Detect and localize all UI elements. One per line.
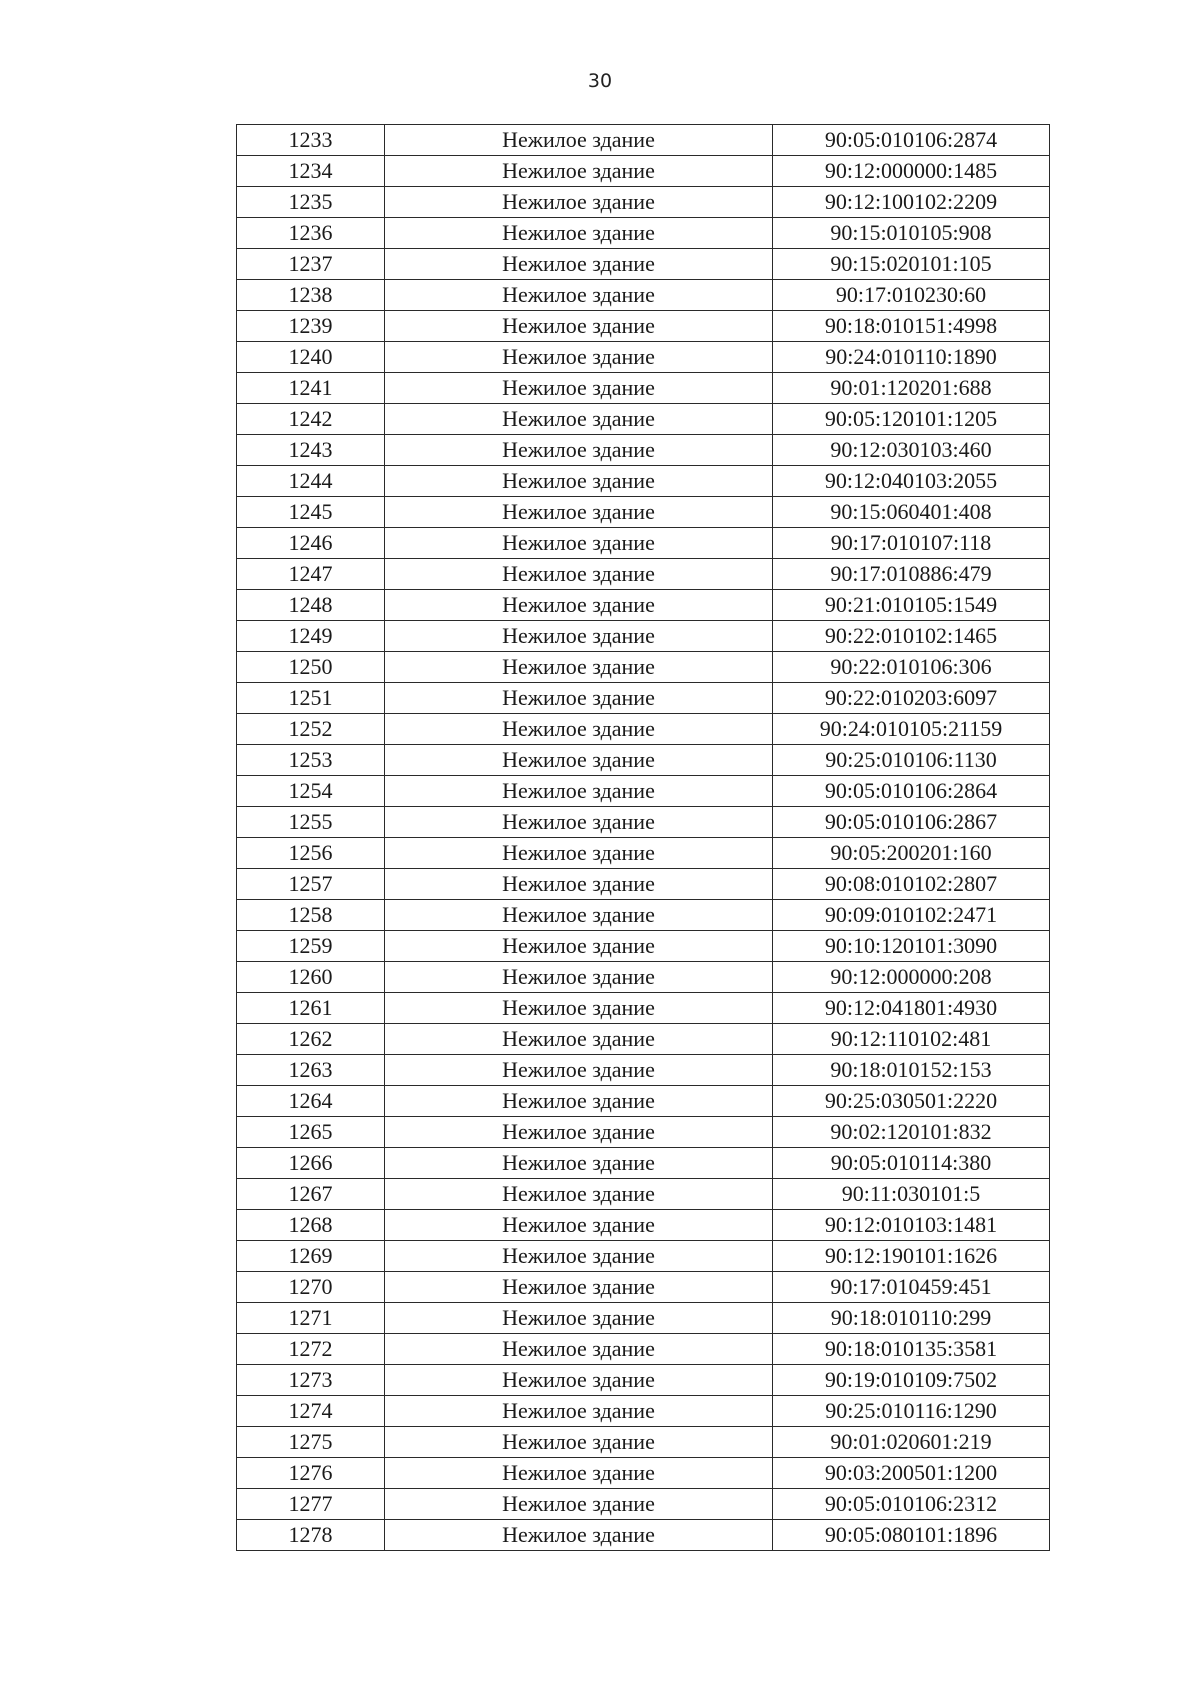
- row-number-cell: 1239: [237, 311, 385, 342]
- object-type-cell: Нежилое здание: [385, 125, 773, 156]
- cadastral-number-cell: 90:25:010116:1290: [773, 1396, 1050, 1427]
- row-number-cell: 1249: [237, 621, 385, 652]
- table-row: [237, 776, 1050, 807]
- object-type-cell: Нежилое здание: [385, 621, 773, 652]
- cadastral-number-cell: 90:12:190101:1626: [773, 1241, 1050, 1272]
- row-number-cell: 1262: [237, 1024, 385, 1055]
- table-row: [237, 1427, 1050, 1458]
- cadastral-number-cell: 90:12:030103:460: [773, 435, 1050, 466]
- cadastral-number-cell: 90:19:010109:7502: [773, 1365, 1050, 1396]
- table-row: [237, 1458, 1050, 1489]
- object-type-cell: Нежилое здание: [385, 528, 773, 559]
- table-row: [237, 342, 1050, 373]
- row-number-cell: 1243: [237, 435, 385, 466]
- cadastral-number-cell: 90:12:110102:481: [773, 1024, 1050, 1055]
- row-number-cell: 1259: [237, 931, 385, 962]
- table-row: [237, 1520, 1050, 1551]
- object-type-cell: Нежилое здание: [385, 280, 773, 311]
- cadastral-number-cell: 90:17:010107:118: [773, 528, 1050, 559]
- row-number-cell: 1234: [237, 156, 385, 187]
- cadastral-number-cell: 90:24:010105:21159: [773, 714, 1050, 745]
- object-type-cell: Нежилое здание: [385, 683, 773, 714]
- object-type-cell: Нежилое здание: [385, 1024, 773, 1055]
- table-row: [237, 373, 1050, 404]
- table-row: [237, 869, 1050, 900]
- object-type-cell: Нежилое здание: [385, 1489, 773, 1520]
- object-type-cell: Нежилое здание: [385, 1148, 773, 1179]
- object-type-cell: Нежилое здание: [385, 218, 773, 249]
- table-row: [237, 993, 1050, 1024]
- object-type-cell: Нежилое здание: [385, 1241, 773, 1272]
- cadastral-number-cell: 90:11:030101:5: [773, 1179, 1050, 1210]
- table-row: [237, 652, 1050, 683]
- row-number-cell: 1248: [237, 590, 385, 621]
- object-type-cell: Нежилое здание: [385, 187, 773, 218]
- object-type-cell: Нежилое здание: [385, 1055, 773, 1086]
- row-number-cell: 1241: [237, 373, 385, 404]
- object-type-cell: Нежилое здание: [385, 559, 773, 590]
- cadastral-number-cell: 90:08:010102:2807: [773, 869, 1050, 900]
- row-number-cell: 1247: [237, 559, 385, 590]
- object-type-cell: Нежилое здание: [385, 1303, 773, 1334]
- cadastral-number-cell: 90:12:040103:2055: [773, 466, 1050, 497]
- row-number-cell: 1238: [237, 280, 385, 311]
- row-number-cell: 1244: [237, 466, 385, 497]
- object-type-cell: Нежилое здание: [385, 497, 773, 528]
- row-number-cell: 1268: [237, 1210, 385, 1241]
- table-row: [237, 1272, 1050, 1303]
- cadastral-number-cell: 90:05:010114:380: [773, 1148, 1050, 1179]
- object-type-cell: Нежилое здание: [385, 993, 773, 1024]
- row-number-cell: 1271: [237, 1303, 385, 1334]
- cadastral-number-cell: 90:18:010151:4998: [773, 311, 1050, 342]
- cadastral-number-cell: 90:22:010203:6097: [773, 683, 1050, 714]
- row-number-cell: 1269: [237, 1241, 385, 1272]
- cadastral-number-cell: 90:01:120201:688: [773, 373, 1050, 404]
- table-row: [237, 249, 1050, 280]
- table-row: [237, 1148, 1050, 1179]
- table-row: [237, 156, 1050, 187]
- cadastral-number-cell: 90:12:010103:1481: [773, 1210, 1050, 1241]
- table-row: [237, 466, 1050, 497]
- object-type-cell: Нежилое здание: [385, 466, 773, 497]
- object-type-cell: Нежилое здание: [385, 1365, 773, 1396]
- table-row: [237, 900, 1050, 931]
- table-row: [237, 683, 1050, 714]
- object-type-cell: Нежилое здание: [385, 714, 773, 745]
- table-row: [237, 125, 1050, 156]
- table-row: [237, 435, 1050, 466]
- table-row: [237, 1179, 1050, 1210]
- cadastral-number-cell: 90:05:010106:2312: [773, 1489, 1050, 1520]
- object-type-cell: Нежилое здание: [385, 1272, 773, 1303]
- row-number-cell: 1266: [237, 1148, 385, 1179]
- row-number-cell: 1258: [237, 900, 385, 931]
- row-number-cell: 1240: [237, 342, 385, 373]
- table-row: [237, 1303, 1050, 1334]
- table-row: [237, 1055, 1050, 1086]
- object-type-cell: Нежилое здание: [385, 1117, 773, 1148]
- object-type-cell: Нежилое здание: [385, 156, 773, 187]
- registry-table-body: [237, 125, 1050, 1551]
- row-number-cell: 1265: [237, 1117, 385, 1148]
- cadastral-number-cell: 90:17:010230:60: [773, 280, 1050, 311]
- cadastral-number-cell: 90:21:010105:1549: [773, 590, 1050, 621]
- row-number-cell: 1255: [237, 807, 385, 838]
- table-row: [237, 1489, 1050, 1520]
- table-row: [237, 1024, 1050, 1055]
- object-type-cell: Нежилое здание: [385, 1179, 773, 1210]
- table-row: [237, 1241, 1050, 1272]
- table-row: [237, 621, 1050, 652]
- row-number-cell: 1250: [237, 652, 385, 683]
- cadastral-number-cell: 90:22:010106:306: [773, 652, 1050, 683]
- cadastral-number-cell: 90:12:041801:4930: [773, 993, 1050, 1024]
- object-type-cell: Нежилое здание: [385, 249, 773, 280]
- row-number-cell: 1236: [237, 218, 385, 249]
- cadastral-number-cell: 90:17:010886:479: [773, 559, 1050, 590]
- cadastral-number-cell: 90:18:010110:299: [773, 1303, 1050, 1334]
- table-row: [237, 1365, 1050, 1396]
- row-number-cell: 1237: [237, 249, 385, 280]
- cadastral-number-cell: 90:25:010106:1130: [773, 745, 1050, 776]
- object-type-cell: Нежилое здание: [385, 1334, 773, 1365]
- object-type-cell: Нежилое здание: [385, 1520, 773, 1551]
- row-number-cell: 1245: [237, 497, 385, 528]
- row-number-cell: 1277: [237, 1489, 385, 1520]
- table-row: [237, 1210, 1050, 1241]
- object-type-cell: Нежилое здание: [385, 900, 773, 931]
- table-row: [237, 218, 1050, 249]
- object-type-cell: Нежилое здание: [385, 1086, 773, 1117]
- cadastral-number-cell: 90:09:010102:2471: [773, 900, 1050, 931]
- object-type-cell: Нежилое здание: [385, 435, 773, 466]
- row-number-cell: 1276: [237, 1458, 385, 1489]
- row-number-cell: 1267: [237, 1179, 385, 1210]
- table-row: [237, 1334, 1050, 1365]
- object-type-cell: Нежилое здание: [385, 1210, 773, 1241]
- object-type-cell: Нежилое здание: [385, 838, 773, 869]
- cadastral-number-cell: 90:17:010459:451: [773, 1272, 1050, 1303]
- cadastral-number-cell: 90:10:120101:3090: [773, 931, 1050, 962]
- row-number-cell: 1257: [237, 869, 385, 900]
- table-row: [237, 311, 1050, 342]
- cadastral-number-cell: 90:15:010105:908: [773, 218, 1050, 249]
- cadastral-number-cell: 90:12:100102:2209: [773, 187, 1050, 218]
- cadastral-number-cell: 90:25:030501:2220: [773, 1086, 1050, 1117]
- object-type-cell: Нежилое здание: [385, 807, 773, 838]
- object-type-cell: Нежилое здание: [385, 931, 773, 962]
- object-type-cell: Нежилое здание: [385, 962, 773, 993]
- row-number-cell: 1274: [237, 1396, 385, 1427]
- table-row: [237, 590, 1050, 621]
- cadastral-number-cell: 90:15:060401:408: [773, 497, 1050, 528]
- cadastral-number-cell: 90:05:120101:1205: [773, 404, 1050, 435]
- cadastral-number-cell: 90:03:200501:1200: [773, 1458, 1050, 1489]
- object-type-cell: Нежилое здание: [385, 745, 773, 776]
- table-row: [237, 807, 1050, 838]
- table-row: [237, 962, 1050, 993]
- row-number-cell: 1246: [237, 528, 385, 559]
- object-type-cell: Нежилое здание: [385, 1427, 773, 1458]
- table-row: [237, 187, 1050, 218]
- object-type-cell: Нежилое здание: [385, 652, 773, 683]
- row-number-cell: 1270: [237, 1272, 385, 1303]
- cadastral-number-cell: 90:05:010106:2874: [773, 125, 1050, 156]
- cadastral-number-cell: 90:05:010106:2864: [773, 776, 1050, 807]
- row-number-cell: 1242: [237, 404, 385, 435]
- table-row: [237, 528, 1050, 559]
- row-number-cell: 1235: [237, 187, 385, 218]
- row-number-cell: 1254: [237, 776, 385, 807]
- table-row: [237, 1396, 1050, 1427]
- cadastral-number-cell: 90:01:020601:219: [773, 1427, 1050, 1458]
- table-row: [237, 931, 1050, 962]
- table-row: [237, 1117, 1050, 1148]
- object-type-cell: Нежилое здание: [385, 1458, 773, 1489]
- object-type-cell: Нежилое здание: [385, 776, 773, 807]
- registry-table: [236, 124, 1050, 1551]
- table-row: [237, 1086, 1050, 1117]
- table-row: [237, 559, 1050, 590]
- row-number-cell: 1273: [237, 1365, 385, 1396]
- table-row: [237, 497, 1050, 528]
- table-row: [237, 404, 1050, 435]
- row-number-cell: 1264: [237, 1086, 385, 1117]
- cadastral-number-cell: 90:15:020101:105: [773, 249, 1050, 280]
- table-row: [237, 280, 1050, 311]
- cadastral-number-cell: 90:22:010102:1465: [773, 621, 1050, 652]
- row-number-cell: 1278: [237, 1520, 385, 1551]
- row-number-cell: 1251: [237, 683, 385, 714]
- cadastral-number-cell: 90:12:000000:208: [773, 962, 1050, 993]
- object-type-cell: Нежилое здание: [385, 342, 773, 373]
- cadastral-number-cell: 90:18:010135:3581: [773, 1334, 1050, 1365]
- object-type-cell: Нежилое здание: [385, 590, 773, 621]
- object-type-cell: Нежилое здание: [385, 1396, 773, 1427]
- table-row: [237, 838, 1050, 869]
- object-type-cell: Нежилое здание: [385, 373, 773, 404]
- cadastral-number-cell: 90:05:200201:160: [773, 838, 1050, 869]
- cadastral-number-cell: 90:05:080101:1896: [773, 1520, 1050, 1551]
- object-type-cell: Нежилое здание: [385, 404, 773, 435]
- row-number-cell: 1260: [237, 962, 385, 993]
- row-number-cell: 1261: [237, 993, 385, 1024]
- object-type-cell: Нежилое здание: [385, 311, 773, 342]
- cadastral-number-cell: 90:02:120101:832: [773, 1117, 1050, 1148]
- row-number-cell: 1253: [237, 745, 385, 776]
- row-number-cell: 1275: [237, 1427, 385, 1458]
- cadastral-number-cell: 90:18:010152:153: [773, 1055, 1050, 1086]
- row-number-cell: 1256: [237, 838, 385, 869]
- cadastral-number-cell: 90:05:010106:2867: [773, 807, 1050, 838]
- row-number-cell: 1233: [237, 125, 385, 156]
- table-row: [237, 745, 1050, 776]
- cadastral-number-cell: 90:12:000000:1485: [773, 156, 1050, 187]
- row-number-cell: 1272: [237, 1334, 385, 1365]
- row-number-cell: 1263: [237, 1055, 385, 1086]
- row-number-cell: 1252: [237, 714, 385, 745]
- page-number: 30: [587, 70, 613, 92]
- cadastral-number-cell: 90:24:010110:1890: [773, 342, 1050, 373]
- table-row: [237, 714, 1050, 745]
- object-type-cell: Нежилое здание: [385, 869, 773, 900]
